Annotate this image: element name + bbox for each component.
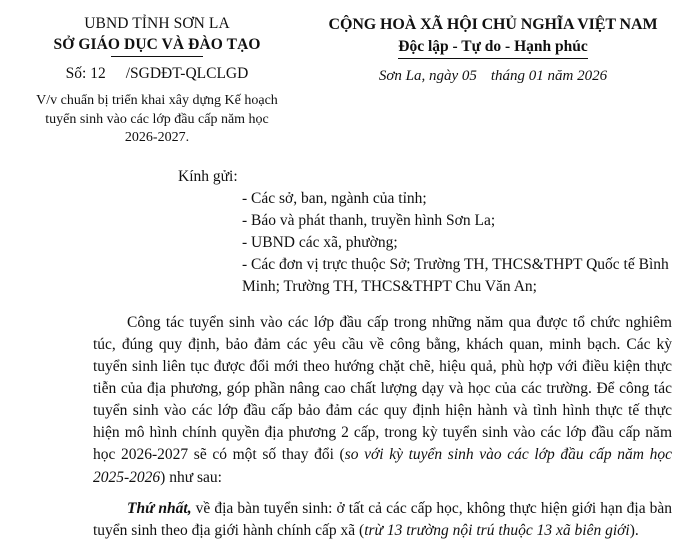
document-number-label: Số: [65,65,87,83]
paragraph-2-run-3-italic: trừ 13 trường nội trú thuộc 13 xã biên giới [364,521,630,539]
dateline [300,66,686,87]
body-paragraph-1 [93,312,672,489]
paragraph-1-run-2-italic: so với kỳ tuyển sinh vào các lớp đầu cấp năm học 2025-2026 [93,446,672,486]
paragraph-2-run-4: ). [629,521,639,539]
recipient-item: - Các sở, ban, ngành của tỉnh; [242,189,427,207]
document-number-line [14,61,300,87]
document-body [0,312,700,542]
recipient-item: - Các đơn vị trực thuộc Sở; Trường TH, THCS&THPT Quốc tế Bình Minh; Trường TH, THCS&THPT Chu Văn An; [242,255,669,295]
paragraph-1-run-1: Công tác tuyển sinh vào các lớp đầu cấp trong những năm qua được tổ chức nghiêm túc, đúng quy định, bảo đảm các yêu cầu về công bằng, khách quan, minh bạch. Các kỳ tuyển sinh liên tục được đổi mới theo hướng chặt chẽ, hiệu quả, phù hợp với điều kiện thực tiễn của địa phương, góp phần nâng cao chất lượng dạy và học của các trường. Để công tác tuyển sinh vào các lớp đầu cấp bảo đảm các quy định hiện hành và tình hình thực tế thực hiện mô hình chính quyền địa phương 2 cấp, trong kỳ tuyển sinh vào các lớp đầu cấp năm học 2026-2027 sẽ có một số thay đổi ( [93,313,672,464]
recipient-item: - UBND các xã, phường; [242,233,398,251]
recipients-list [178,188,672,298]
national-title: CỘNG HOÀ XÃ HỘI CHỦ NGHĨA VIỆT NAM [328,16,658,33]
document-subject: V/v chuẩn bị triển khai xây dựng Kế hoạch tuyển sinh vào các lớp đầu cấp năm học 2026-2027. [36,93,278,146]
body-paragraph-2 [93,498,672,542]
dateline-place-day: Sơn La, ngày 05 [378,68,477,85]
recipient-item: - Báo và phát thanh, truyền hình Sơn La; [242,211,496,229]
paragraph-2-run-2: về địa bàn tuyển sinh: ở tất cả các cấp học, không thực hiện giới hạn địa bàn tuyển sinh theo địa giới hành chính cấp xã ( [93,499,673,539]
header-left-block [0,14,300,148]
dateline-month-year: tháng 01 năm 2026 [490,68,608,85]
document-header [0,0,700,148]
document-number-value: 12 [90,65,106,83]
department-underline-rule [111,56,203,57]
national-motto: Độc lập - Tự do - Hạnh phúc [398,38,588,55]
issuing-department [53,34,260,57]
issuing-department-text: SỞ GIÁO DỤC VÀ ĐÀO TẠO [53,36,261,53]
header-right-block [300,14,700,87]
paragraph-2-lead-in: Thứ nhất, [127,499,192,517]
national-motto-wrap [398,36,587,59]
issuing-authority: UBND TỈNH SƠN LA [84,15,230,32]
motto-underline-rule [398,58,587,59]
paragraph-1-run-3: ) như sau: [160,468,222,486]
recipients-block [0,166,700,298]
document-number-suffix: /SGDĐT-QLCLGD [125,65,249,83]
recipients-label: Kính gửi: [178,167,238,185]
